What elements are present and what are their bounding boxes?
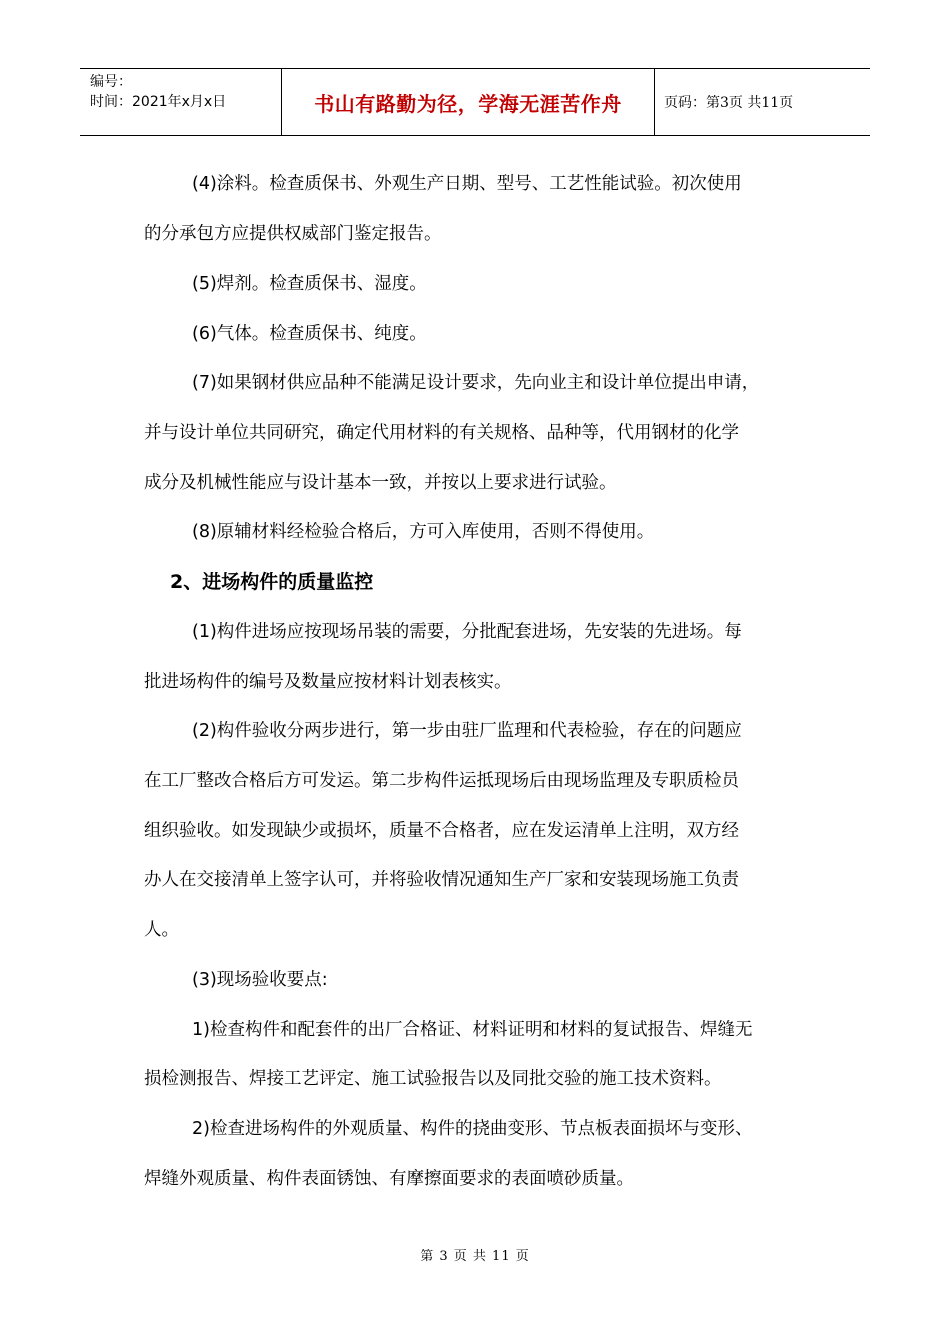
paragraph-line: 办人在交接清单上签字认可，并将验收情况通知生产厂家和安装现场施工负责 (144, 870, 739, 890)
header-meta (80, 69, 281, 135)
section-heading: 2、进场构件的质量监控 (170, 571, 374, 593)
paragraph-line: (7)如果钢材供应品种不能满足设计要求，先向业主和设计单位提出申请， (192, 373, 760, 393)
paragraph-line: (1)构件进场应按现场吊装的需要，分批配套进场，先安装的先进场。每 (192, 622, 742, 642)
paragraph-line: (5)焊剂。检查质保书、湿度。 (192, 274, 427, 294)
paragraph-line: (2)构件验收分两步进行，第一步由驻厂监理和代表检验，存在的问题应 (192, 721, 742, 741)
paragraph-line: (8)原辅材料经检验合格后，方可入库使用，否则不得使用。 (192, 522, 655, 542)
paragraph-line: 批进场构件的编号及数量应按材料计划表核实。 (144, 672, 512, 692)
paragraph-line: 成分及机械性能应与设计基本一致，并按以上要求进行试验。 (144, 473, 617, 493)
time-label: 时间：2021年x月x日 (90, 94, 227, 110)
paragraph-line: 人。 (144, 920, 179, 940)
paragraph-line: 组织验收。如发现缺少或损坏，质量不合格者，应在发运清单上注明，双方经 (144, 821, 739, 841)
header-motto: 书山有路勤为径，学海无涯苦作舟 (281, 69, 655, 135)
number-label: 编号： (90, 74, 132, 90)
paragraph-line: 损检测报告、焊接工艺评定、施工试验报告以及同批交验的施工技术资料。 (144, 1069, 722, 1089)
paragraph-line: 的分承包方应提供权威部门鉴定报告。 (144, 224, 442, 244)
paragraph-line: 在工厂整改合格后方可发运。第二步构件运抵现场后由现场监理及专职质检员 (144, 771, 739, 791)
paragraph-line: 2)检查进场构件的外观质量、构件的挠曲变形、节点板表面损坏与变形、 (192, 1119, 753, 1139)
paragraph-line: 并与设计单位共同研究，确定代用材料的有关规格、品种等，代用钢材的化学 (144, 423, 739, 443)
header-page-label: 页码：第3页 共11页 (664, 95, 794, 111)
paragraph-line: (4)涂料。检查质保书、外观生产日期、型号、工艺性能试验。初次使用 (192, 174, 742, 194)
paragraph-line: (3)现场验收要点: (192, 970, 328, 990)
paragraph-line: 焊缝外观质量、构件表面锈蚀、有摩擦面要求的表面喷砂质量。 (144, 1169, 634, 1189)
paragraph-line: 1)检查构件和配套件的出厂合格证、材料证明和材料的复试报告、焊缝无 (192, 1020, 753, 1040)
paragraph-line: (6)气体。检查质保书、纯度。 (192, 324, 427, 344)
page-header (80, 68, 870, 136)
page-footer: 第 3 页 共 11 页 (420, 1249, 530, 1264)
